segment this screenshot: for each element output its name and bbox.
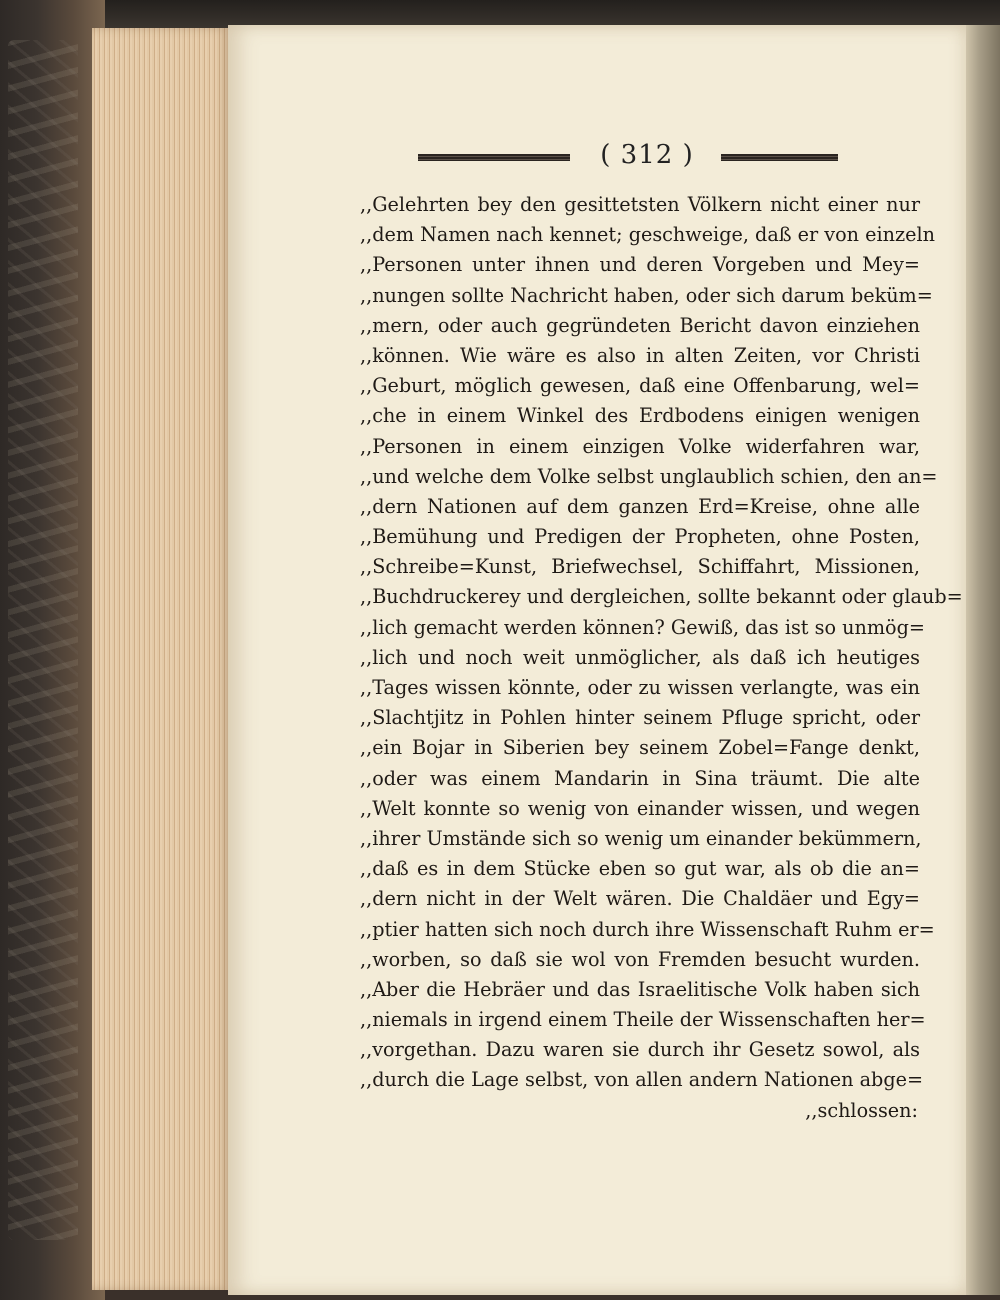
- facing-page-edge: [966, 25, 1000, 1295]
- body-text: [360, 190, 963, 1126]
- text-line: ,,daß es in dem Stücke eben so gut war, als ob die an=: [360, 857, 920, 881]
- text-line: ,,lich und noch weit unmöglicher, als daß ich heutiges: [360, 645, 920, 669]
- text-line: ,,che in einem Winkel des Erdbodens einigen wenigen: [360, 404, 920, 428]
- text-line: ,,ihrer Umstände sich so wenig um einander bekümmern,: [360, 826, 922, 850]
- text-line: ,,dern Nationen auf dem ganzen Erd=Kreise, ohne alle: [360, 494, 920, 518]
- text-line: ,,ptier hatten sich noch durch ihre Wissenschaft Ruhm er=: [360, 917, 935, 941]
- text-line: ,,mern, oder auch gegründeten Bericht davon einziehen: [360, 313, 920, 337]
- text-line: ,,dern nicht in der Welt wären. Die Chaldäer und Egy=: [360, 887, 920, 911]
- text-line: ,,Personen unter ihnen und deren Vorgeben und Mey=: [360, 253, 920, 277]
- text-line: ,,lich gemacht werden können? Gewiß, das ist so unmög=: [360, 615, 925, 639]
- text-line: ,,durch die Lage selbst, von allen andern Nationen abge=: [360, 1068, 924, 1092]
- text-line: ,,vorgethan. Dazu waren sie durch ihr Gesetz sowol, als: [360, 1038, 920, 1062]
- text-line: ,,ein Bojar in Siberien bey seinem Zobel=Fange denkt,: [360, 736, 920, 760]
- page-edges: [92, 28, 230, 1290]
- text-line: ,,Personen in einem einzigen Volke widerfahren war,: [360, 434, 920, 458]
- text-line: ,,Gelehrten bey den gesittetsten Völkern nicht einer nur: [360, 193, 920, 216]
- text-line: ,,Geburt, möglich gewesen, daß eine Offenbarung, wel=: [360, 374, 920, 398]
- text-line: ,,und welche dem Volke selbst unglaublich schien, den an=: [360, 464, 938, 488]
- page-number: ( 312 ): [600, 140, 694, 170]
- background-top: [0, 0, 1000, 28]
- header-rule-left: [418, 154, 570, 161]
- text-line: ,,können. Wie wäre es also in alten Zeiten, vor Christi: [360, 343, 920, 367]
- text-line: ,,nungen sollte Nachricht haben, oder sich darum beküm=: [360, 283, 933, 307]
- text-line: ,,Tages wissen könnte, oder zu wissen verlangte, was ein: [360, 676, 920, 699]
- text-line: ,,Schreibe=Kunst, Briefwechsel, Schiffahrt, Missionen,: [360, 555, 920, 579]
- text-line: ,,Welt konnte so wenig von einander wissen, und wegen: [360, 796, 920, 820]
- text-line: ,,dem Namen nach kennet; geschweige, daß er von einzeln: [360, 223, 935, 247]
- text-line: ,,oder was einem Mandarin in Sina träumt. Die alte: [360, 766, 920, 790]
- text-line: ,,worben, so daß sie wol von Fremden besucht wurden.: [360, 947, 920, 971]
- text-line: ,,Slachtjitz in Pohlen hinter seinem Pfluge spricht, oder: [360, 706, 920, 730]
- text-line: ,,Bemühung und Predigen der Propheten, ohne Posten,: [360, 525, 920, 549]
- text-line-catchword: ,,schlossen:: [805, 1098, 918, 1122]
- text-line: ,,Buchdruckerey und dergleichen, sollte bekannt oder glaub=: [360, 585, 963, 609]
- text-line: ,,niemals in irgend einem Theile der Wissenschaften her=: [360, 1008, 926, 1032]
- marbled-cover-pattern: [8, 40, 78, 1240]
- header-rule-right: [721, 154, 838, 161]
- text-line: ,,Aber die Hebräer und das Israelitische Volk haben sich: [360, 977, 920, 1001]
- page-header: [418, 140, 840, 180]
- book-cover-left: [0, 0, 105, 1300]
